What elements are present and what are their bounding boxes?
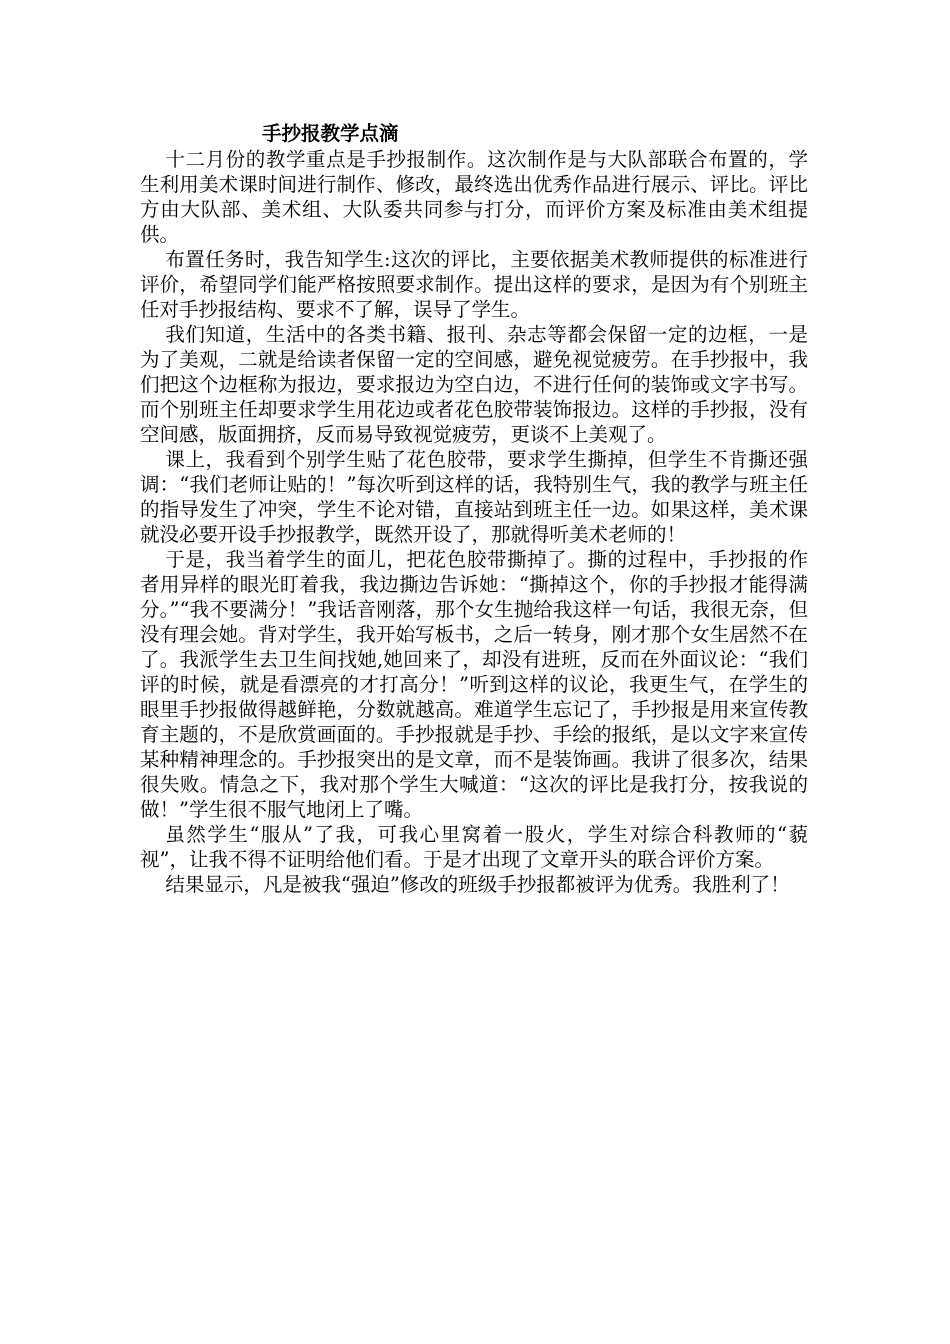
paragraph-2: 布置任务时，我告知学生:这次的评比，主要依据美术教师提供的标准进行评价，希望同学们能严格按照要求制作。提出这样的要求，是因为有个别班主任对手抄报结构、要求不了解，误导了学生。 [140, 248, 808, 321]
paragraph-1: 十二月份的教学重点是手抄报制作。这次制作是与大队部联合布置的，学生利用美术课时间进行制作、修改，最终选出优秀作品进行展示、评比。评比方由大队部、美术组、大队委共同参与打分，而评价方案及标准由美术组提供。 [140, 148, 808, 246]
article-title: 手抄报教学点滴 [262, 122, 399, 145]
paragraph-6: 虽然学生“服从”了我，可我心里窝着一股火，学生对综合科教师的“藐视”，让我不得不证明给他们看。于是才出现了文章开头的联合评价方案。 [140, 823, 808, 871]
paragraph-5: 于是，我当着学生的面儿，把花色胶带撕掉了。撕的过程中，手抄报的作者用异样的眼光盯着我，我边撕边告诉她：“撕掉这个，你的手抄报才能得满分。”“我不要满分！”我话音刚落，那个女生抛给我这样一句话，我很无奈，但没有理会她。背对学生，我开始写板书，之后一转身，刚才那个女生居然不在了。我派学生去卫生间找她,她回来了，却没有进班，反而在外面议论：“我们评的时候，就是看漂亮的才打高分！”听到这样的议论，我更生气，在学生的眼里手抄报做得越鲜艳，分数就越高。难道学生忘记了，手抄报是用来宣传教育主题的，不是欣赏画面的。手抄报就是手抄、手绘的报纸，是以文字来宣传某种精神理念的。手抄报突出的是文章，而不是装饰画。我讲了很多次，结果很失败。情急之下，我对那个学生大喊道：“这次的评比是我打分，按我说的做！”学生很不服气地闭上了嘴。 [140, 548, 808, 821]
article-body [140, 120, 808, 897]
paragraph-7: 结果显示，凡是被我“强迫”修改的班级手抄报都被评为优秀。我胜利了！ [165, 873, 790, 896]
paragraph-3: 我们知道，生活中的各类书籍、报刊、杂志等都会保留一定的边框，一是为了美观，二就是给读者保留一定的空间感，避免视觉疲劳。在手抄报中，我们把这个边框称为报边，要求报边为空白边，不进行任何的装饰或文字书写。而个别班主任却要求学生用花边或者花色胶带装饰报边。这样的手抄报，没有空间感，版面拥挤，反而易导致视觉疲劳，更谈不上美观了。 [140, 323, 808, 446]
paragraph-4: 课上，我看到个别学生贴了花色胶带，要求学生撕掉，但学生不肯撕还强调：“我们老师让贴的！”每次听到这样的话，我特别生气，我的教学与班主任的指导发生了冲突，学生不论对错，直接站到班主任一边。如果这样，美术课就没必要开设手抄报教学，既然开设了，那就得听美术老师的！ [140, 448, 808, 546]
